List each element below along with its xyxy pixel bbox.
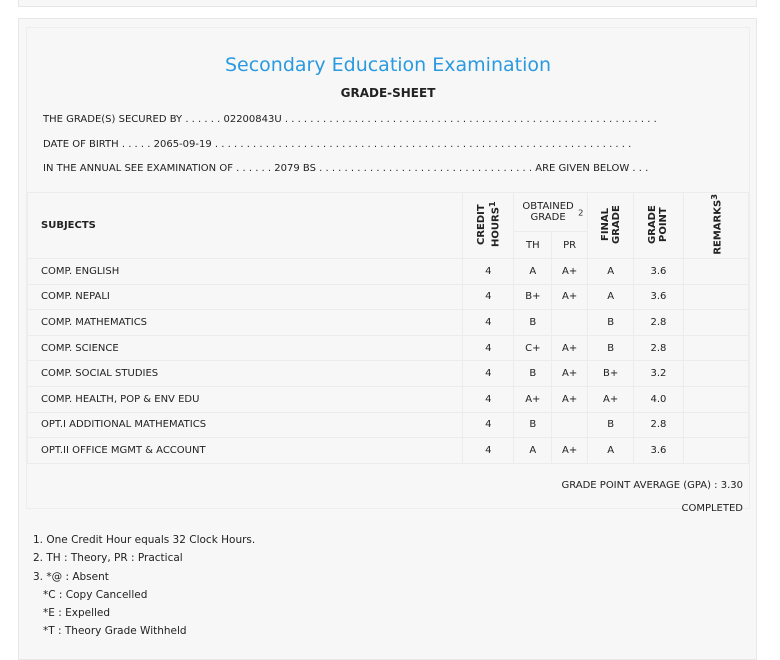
table-row	[28, 438, 749, 464]
grade-sheet-heading: GRADE-SHEET	[340, 86, 436, 100]
gp-cell: 3.6	[634, 284, 683, 310]
credit-cell: 4	[463, 259, 514, 285]
final-cell: A	[588, 438, 634, 464]
page-title: Secondary Education Examination	[224, 54, 552, 76]
gp-cell: 2.8	[634, 310, 683, 336]
credit-cell: 4	[463, 438, 514, 464]
credit-cell: 4	[463, 284, 514, 310]
th-cell: A	[514, 438, 552, 464]
credit-cell: 4	[463, 335, 514, 361]
exam-line: IN THE ANNUAL SEE EXAMINATION OF . . . . . . 2079 BS . . . . . . . . . . . . . . . . . . . . . . . . . . . . . . . . . . ARE GIVEN BELOW . . .	[43, 163, 649, 174]
table-row	[28, 335, 749, 361]
pr-cell: A+	[552, 438, 588, 464]
final-cell: B	[588, 412, 634, 438]
final-cell: A+	[588, 386, 634, 412]
subject-cell: COMP. NEPALI	[28, 284, 463, 310]
table-row	[28, 310, 749, 336]
grade-point-header: GRADE POINT	[634, 193, 683, 259]
pr-cell	[552, 310, 588, 336]
note: 1. One Credit Hour equals 32 Clock Hours.	[33, 534, 256, 546]
grade-sheet-card	[26, 27, 750, 509]
credit-cell: 4	[463, 412, 514, 438]
final-grade-header: FINAL GRADE	[588, 193, 634, 259]
remarks-cell	[683, 386, 749, 412]
credit-cell: 4	[463, 361, 514, 387]
remarks-cell	[683, 412, 749, 438]
subject-cell: OPT.I ADDITIONAL MATHEMATICS	[28, 412, 463, 438]
final-cell: B	[588, 335, 634, 361]
th-cell: A+	[514, 386, 552, 412]
subject-cell: COMP. SOCIAL STUDIES	[28, 361, 463, 387]
table-row	[28, 412, 749, 438]
table-row	[28, 284, 749, 310]
pr-cell: A+	[552, 259, 588, 285]
note: *E : Expelled	[43, 607, 111, 620]
dob-line: DATE OF BIRTH . . . . . 2065-09-19 . . . . . . . . . . . . . . . . . . . . . . . . . . . . . . . . . . . . . . . . . . . . . . . . . . . . . . . . . . . . . . . . . .	[43, 139, 632, 150]
gp-cell: 3.6	[634, 438, 683, 464]
final-cell: A	[588, 284, 634, 310]
table-row	[28, 259, 749, 285]
th-cell: B	[514, 412, 552, 438]
remarks-cell	[683, 361, 749, 387]
gp-cell: 2.8	[634, 412, 683, 438]
remarks-cell	[683, 310, 749, 336]
gpa-text: GRADE POINT AVERAGE (GPA) : 3.30	[561, 480, 743, 491]
subjects-header: SUBJECTS	[28, 193, 463, 259]
pr-cell: A+	[552, 386, 588, 412]
subject-cell: COMP. HEALTH, POP & ENV EDU	[28, 386, 463, 412]
pr-cell: A+	[552, 361, 588, 387]
symbol-number-line: THE GRADE(S) SECURED BY . . . . . . 02200843U . . . . . . . . . . . . . . . . . . . . . . . . . . . . . . . . . . . . . . . . . . . . . . . . . . . . . . . . . . .	[43, 114, 657, 125]
note: 3. *@ : Absent	[33, 570, 109, 583]
pr-cell: A+	[552, 335, 588, 361]
credit-cell: 4	[463, 310, 514, 336]
note: *C : Copy Cancelled	[43, 588, 148, 601]
final-cell: B+	[588, 361, 634, 387]
gp-cell: 4.0	[634, 386, 683, 412]
remarks-cell	[683, 259, 749, 285]
th-cell: B+	[514, 284, 552, 310]
table-row	[28, 361, 749, 387]
final-cell: A	[588, 259, 634, 285]
obtained-grade-header: OBTAINED GRADE $^2$	[514, 193, 588, 232]
pr-cell	[552, 412, 588, 438]
grade-sheet-panel	[18, 18, 757, 660]
subject-cell: COMP. SCIENCE	[28, 335, 463, 361]
notes	[33, 531, 255, 641]
top-panel	[18, 0, 757, 7]
grades-table	[27, 192, 749, 464]
remarks-cell	[683, 335, 749, 361]
credit-cell: 4	[463, 386, 514, 412]
th-cell: B	[514, 310, 552, 336]
table-row	[28, 386, 749, 412]
result-status: COMPLETED	[681, 503, 743, 514]
pr-header: PR	[552, 232, 588, 259]
subject-cell: COMP. MATHEMATICS	[28, 310, 463, 336]
subject-cell: COMP. ENGLISH	[28, 259, 463, 285]
subject-cell: OPT.II OFFICE MGMT & ACCOUNT	[28, 438, 463, 464]
th-cell: A	[514, 259, 552, 285]
th-cell: B	[514, 361, 552, 387]
note: *T : Theory Grade Withheld	[43, 625, 187, 638]
final-cell: B	[588, 310, 634, 336]
remarks-header: REMARKS$^3$	[683, 193, 749, 259]
th-cell: C+	[514, 335, 552, 361]
remarks-cell	[683, 438, 749, 464]
credit-hours-header: CREDIT HOURS$^1$	[463, 193, 514, 259]
note: 2. TH : Theory, PR : Practical	[33, 552, 183, 565]
gp-cell: 2.8	[634, 335, 683, 361]
gp-cell: 3.2	[634, 361, 683, 387]
gp-cell: 3.6	[634, 259, 683, 285]
remarks-cell	[683, 284, 749, 310]
pr-cell: A+	[552, 284, 588, 310]
th-header: TH	[514, 232, 552, 259]
